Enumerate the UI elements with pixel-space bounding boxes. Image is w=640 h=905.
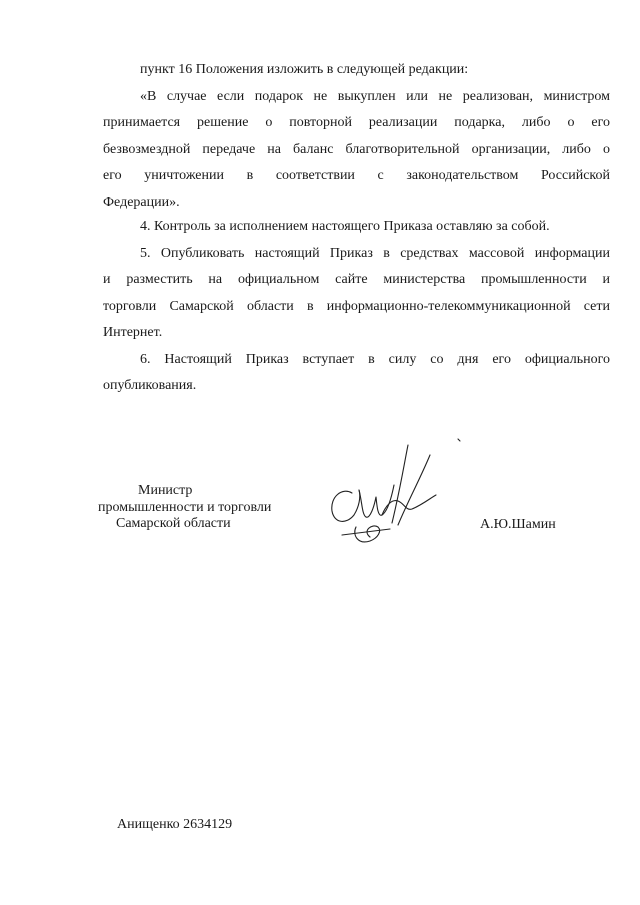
paragraph-line: Федерации». bbox=[103, 195, 180, 210]
paragraph-line: и разместить на официальном сайте министерства промышленности и bbox=[103, 272, 610, 287]
executor-contact: Анищенко 2634129 bbox=[117, 817, 233, 832]
signatory-position-line2: промышленности и торговли bbox=[98, 500, 272, 515]
signatory-position-line1: Министр bbox=[138, 483, 193, 498]
signatory-position-line3: Самарской области bbox=[116, 516, 231, 531]
paragraph-line: безвозмездной передаче на баланс благотворительной организации, либо о bbox=[103, 142, 610, 157]
paragraph-line: 5. Опубликовать настоящий Приказ в средствах массовой информации bbox=[140, 246, 610, 261]
paragraph-line: пункт 16 Положения изложить в следующей редакции: bbox=[140, 62, 469, 77]
paragraph-line: его уничтожении в соответствии с законодательством Российской bbox=[103, 168, 610, 183]
paragraph-line: принимается решение о повторной реализации подарка, либо о его bbox=[103, 115, 610, 130]
handwritten-signature-icon bbox=[312, 435, 482, 555]
paragraph-line: Интернет. bbox=[103, 325, 163, 340]
signatory-name: А.Ю.Шамин bbox=[480, 517, 556, 532]
paragraph-line: опубликования. bbox=[103, 378, 197, 393]
paragraph-line: 6. Настоящий Приказ вступает в силу со дня его официального bbox=[140, 352, 610, 367]
paragraph-line: «В случае если подарок не выкуплен или не реализован, министром bbox=[140, 89, 610, 104]
paragraph-line: 4. Контроль за исполнением настоящего Приказа оставляю за собой. bbox=[140, 219, 550, 234]
paragraph-line: торговли Самарской области в информационно-телекоммуникационной сети bbox=[103, 299, 610, 314]
